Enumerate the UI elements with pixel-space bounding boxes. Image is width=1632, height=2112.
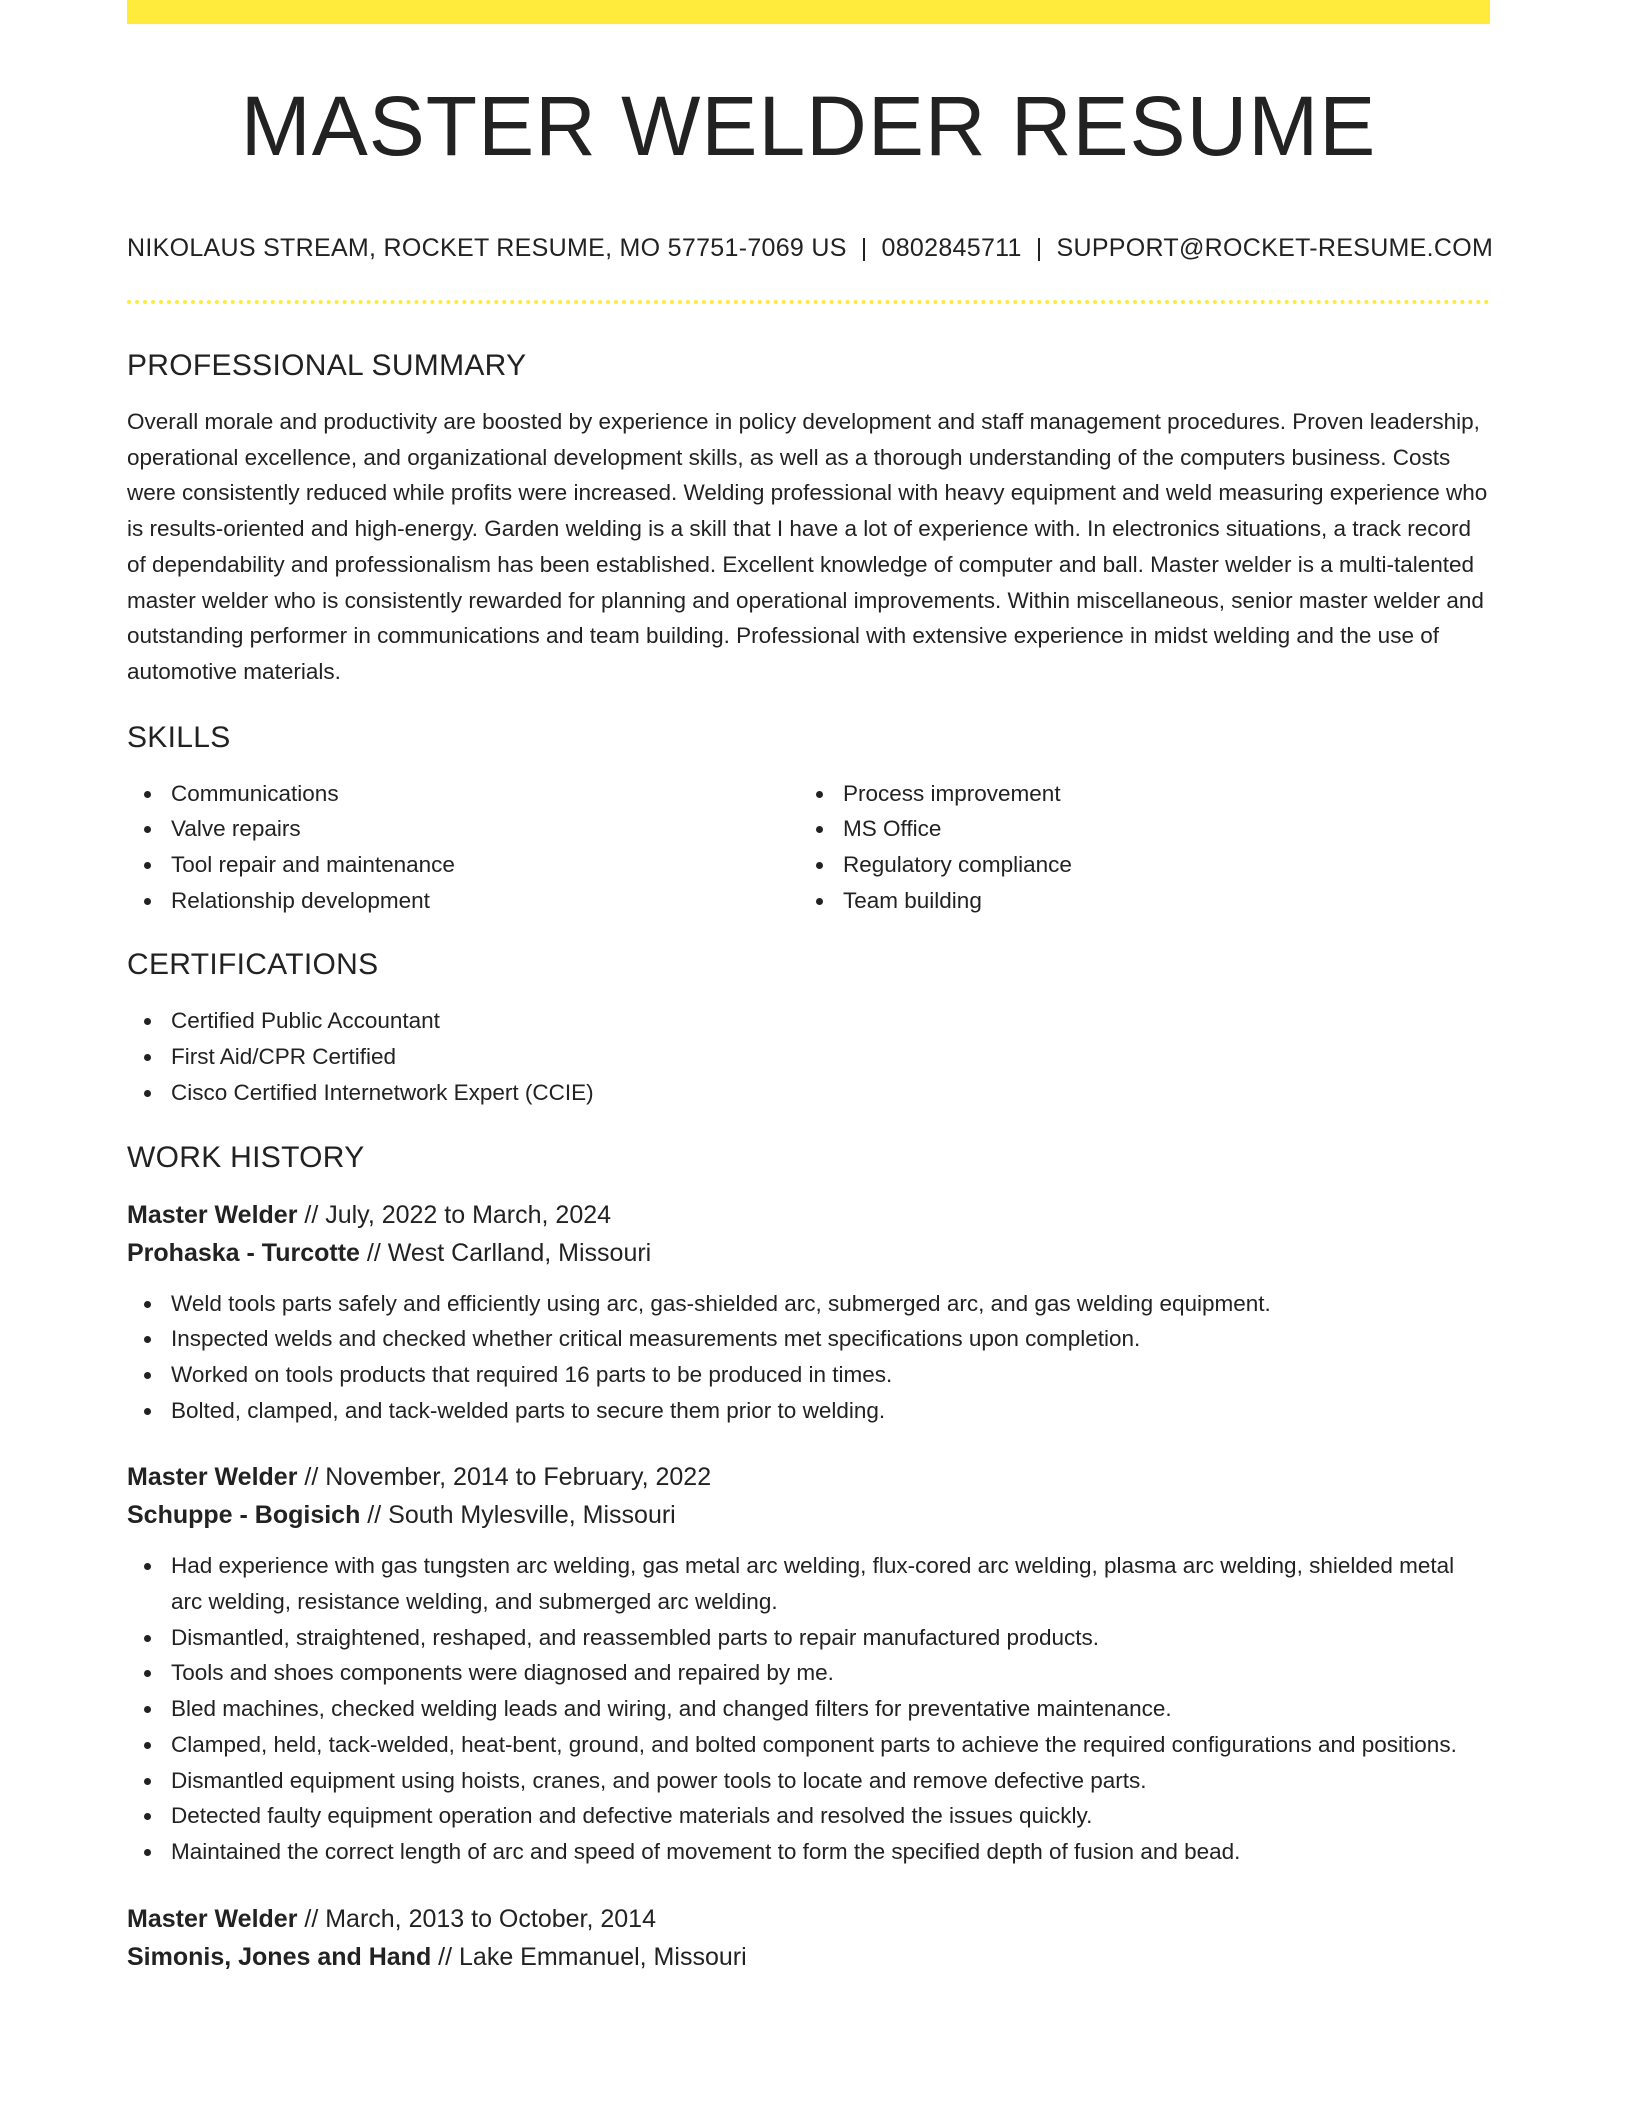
skill-item: Team building xyxy=(799,883,1471,919)
section-heading-work-history: WORK HISTORY xyxy=(127,1140,365,1174)
contact-separator: | xyxy=(860,234,868,262)
duty-item: Bolted, clamped, and tack-welded parts to secure them prior to welding. xyxy=(127,1393,1490,1429)
job-company-line xyxy=(127,1234,1490,1272)
duty-item: Clamped, held, tack-welded, heat-bent, ground, and bolted component parts to achieve the required configurations and positions. xyxy=(127,1727,1490,1763)
certification-item: First Aid/CPR Certified xyxy=(127,1039,1490,1075)
job-dates: // July, 2022 to March, 2024 xyxy=(297,1200,612,1229)
job-location: // West Carlland, Missouri xyxy=(359,1238,652,1267)
section-heading-skills: SKILLS xyxy=(127,720,231,754)
job-company: Simonis, Jones and Hand xyxy=(127,1942,432,1971)
job-duties xyxy=(127,1286,1490,1429)
resume-title: MASTER WELDER RESUME xyxy=(240,79,1377,173)
job-location: // Lake Emmanuel, Missouri xyxy=(431,1942,747,1971)
section-heading-certifications: CERTIFICATIONS xyxy=(127,948,379,982)
skill-item: MS Office xyxy=(799,811,1471,847)
duty-item: Weld tools parts safely and efficiently using arc, gas-shielded arc, submerged arc, and gas welding equipment. xyxy=(127,1286,1490,1322)
certification-item: Certified Public Accountant xyxy=(127,1003,1490,1039)
contact-email: SUPPORT@ROCKET-RESUME.COM xyxy=(1056,234,1494,262)
duty-item: Maintained the correct length of arc and speed of movement to form the specified depth of fusion and bead. xyxy=(127,1834,1490,1870)
skill-item: Regulatory compliance xyxy=(799,847,1471,883)
duty-item: Dismantled equipment using hoists, cranes, and power tools to locate and remove defective parts. xyxy=(127,1763,1490,1799)
duty-item: Inspected welds and checked whether critical measurements met specifications upon completion. xyxy=(127,1321,1490,1357)
job-company-line xyxy=(127,1496,1490,1534)
job-dates: // November, 2014 to February, 2022 xyxy=(297,1463,712,1492)
skill-item: Tool repair and maintenance xyxy=(127,847,799,883)
skills-grid xyxy=(127,776,1490,919)
duty-item: Bled machines, checked welding leads and wiring, and changed filters for preventative maintenance. xyxy=(127,1691,1490,1727)
duty-item: Had experience with gas tungsten arc welding, gas metal arc welding, flux-cored arc welding, plasma arc welding, shielded metal arc welding, resistance welding, and submerged arc welding. xyxy=(127,1548,1490,1619)
resume-content xyxy=(127,24,1494,1976)
duty-item: Dismantled, straightened, reshaped, and reassembled parts to repair manufactured products. xyxy=(127,1620,1490,1656)
job-title: Master Welder xyxy=(127,1904,298,1933)
skill-item: Valve repairs xyxy=(127,811,799,847)
accent-bar xyxy=(127,0,1490,24)
contact-address: NIKOLAUS STREAM, ROCKET RESUME, MO 57751-7069 US xyxy=(127,234,847,262)
skill-item: Process improvement xyxy=(799,776,1471,812)
job-title-line xyxy=(127,1900,1490,1938)
contact-separator: | xyxy=(1035,234,1043,262)
job-title-line xyxy=(127,1458,1490,1496)
job-entry xyxy=(127,1900,1490,1976)
skills-column-right xyxy=(799,776,1471,919)
certifications-list xyxy=(127,1003,1490,1110)
certification-item: Cisco Certified Internetwork Expert (CCIE) xyxy=(127,1075,1490,1111)
job-company-line xyxy=(127,1938,1490,1976)
skill-item: Relationship development xyxy=(127,883,799,919)
skill-item: Communications xyxy=(127,776,799,812)
duty-item: Tools and shoes components were diagnosed and repaired by me. xyxy=(127,1655,1490,1691)
duty-item: Worked on tools products that required 16 parts to be produced in times. xyxy=(127,1357,1490,1393)
dotted-divider xyxy=(127,300,1490,304)
job-company: Schuppe - Bogisich xyxy=(127,1501,361,1530)
summary-text: Overall morale and productivity are boosted by experience in policy development and staff management procedures. Proven leadership, operational excellence, and organizational development skills, as well as a thorough understanding of the computers business. Costs were consistently reduced while profits were increased. Welding professional with heavy equipment and weld measuring experience who is results-oriented and high-energy. Garden welding is a skill that I have a lot of experience with. In electronics situations, a track record of dependability and professionalism has been established. Excellent knowledge of computer and ball. Master welder is a multi-talented master welder who is consistently rewarded for planning and operational improvements. Within miscellaneous, senior master welder and outstanding performer in communications and team building. Professional with extensive experience in midst welding and the use of automotive materials. xyxy=(127,409,1488,684)
duty-item: Detected faulty equipment operation and defective materials and resolved the issues quickly. xyxy=(127,1798,1490,1834)
job-entry xyxy=(127,1458,1490,1869)
job-duties xyxy=(127,1548,1490,1869)
contact-line xyxy=(127,232,1494,264)
skills-column-left xyxy=(127,776,799,919)
job-title: Master Welder xyxy=(127,1463,298,1492)
job-dates: // March, 2013 to October, 2014 xyxy=(297,1904,656,1933)
contact-phone: 0802845711 xyxy=(881,234,1022,262)
job-entry xyxy=(127,1196,1490,1429)
job-location: // South Mylesville, Missouri xyxy=(360,1501,676,1530)
section-heading-summary: PROFESSIONAL SUMMARY xyxy=(127,349,527,382)
job-title-line xyxy=(127,1196,1490,1234)
job-title: Master Welder xyxy=(127,1200,298,1229)
job-company: Prohaska - Turcotte xyxy=(127,1238,360,1267)
